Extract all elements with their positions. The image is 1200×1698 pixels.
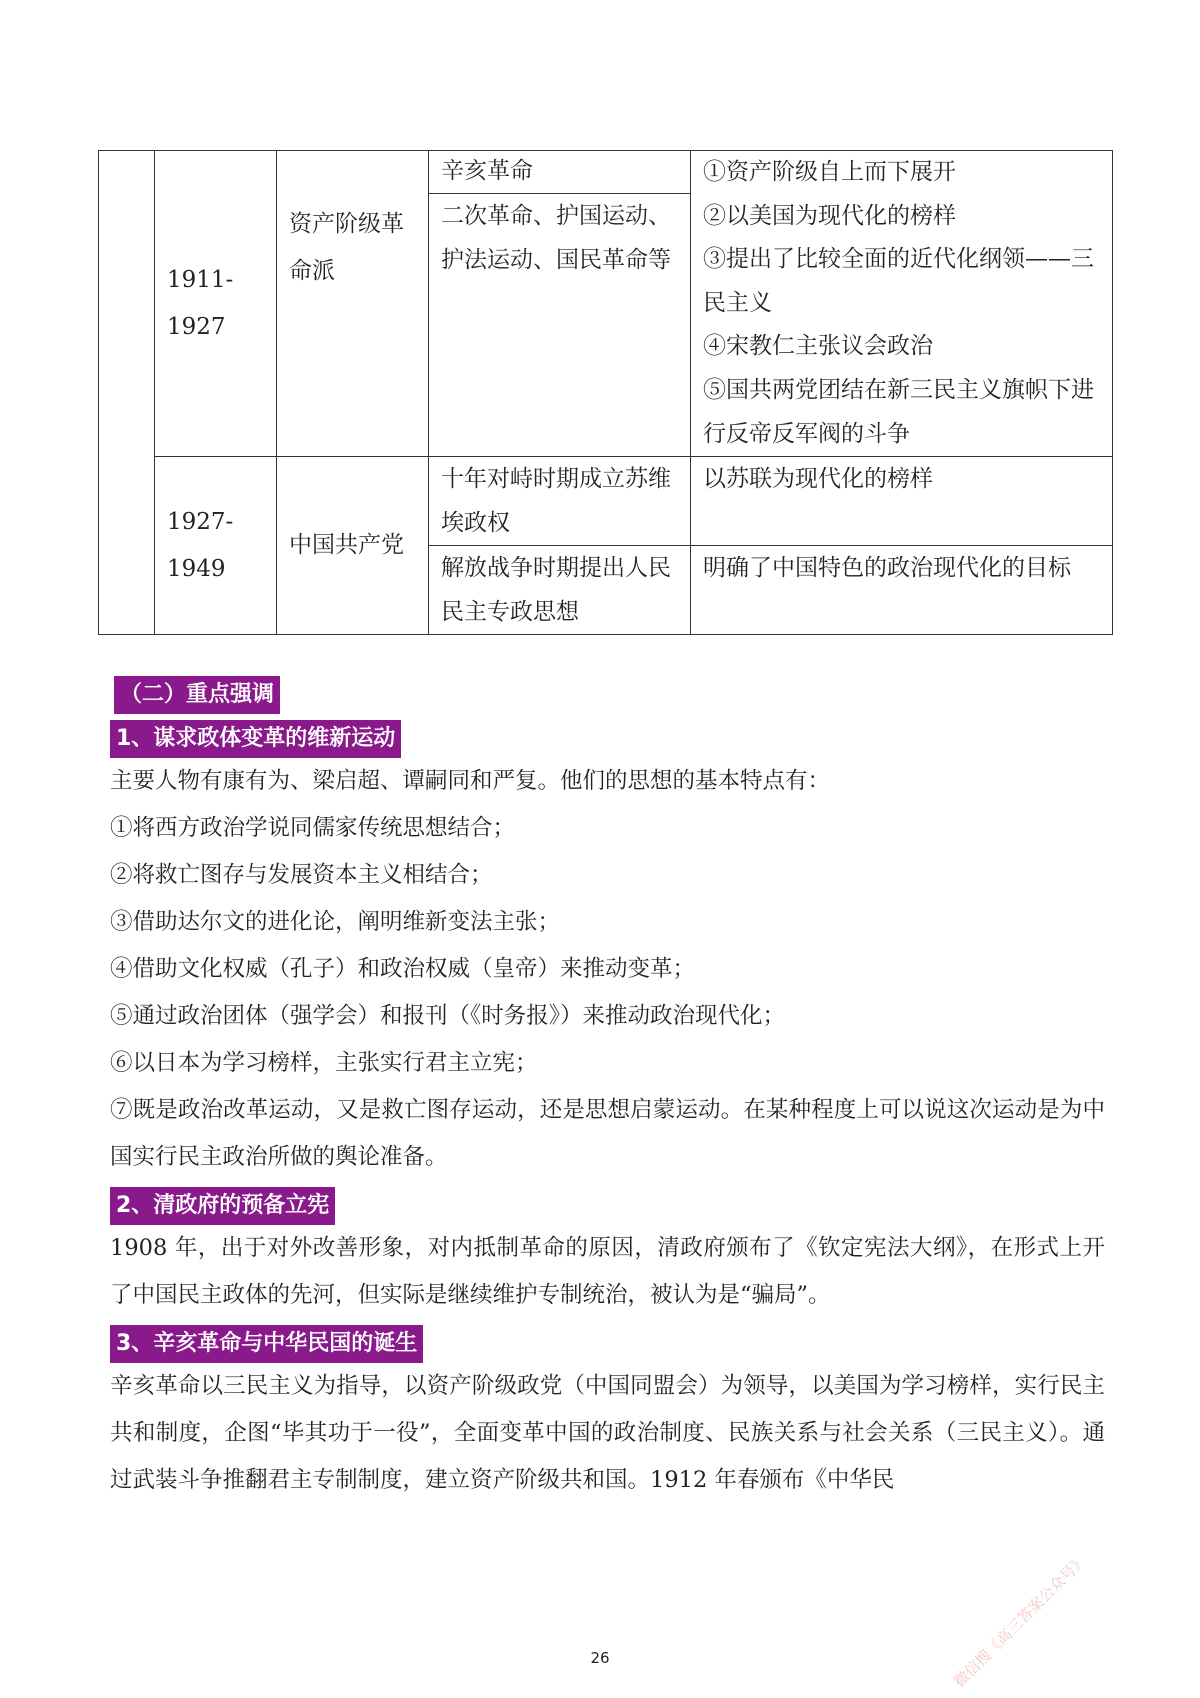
paragraph: ⑦既是政治改革运动，又是救亡图存运动，还是思想启蒙运动。在某种程度上可以说这次运动是为中国实行民主政治所做的舆论准备。 <box>110 1097 1105 1170</box>
event-cell: 十年对峙时期成立苏维埃政权 <box>429 457 691 546</box>
watermark-stamp: 微信搜《高三答案公众号》 <box>950 1550 1091 1691</box>
feature-point: ①资产阶级自上而下展开 <box>703 159 956 185</box>
paragraph: ④借助文化权威（孔子）和政治权威（皇帝）来推动变革； <box>110 956 696 982</box>
page-number: 26 <box>590 1649 610 1667</box>
feature-point: ③提出了比较全面的近代化纲领——三民主义 <box>703 246 1094 316</box>
feature-cell: 以苏联为现代化的榜样 <box>691 457 1113 546</box>
paragraph: ⑤通过政治团体（强学会）和报刊（《时务报》）来推动政治现代化； <box>110 1003 786 1029</box>
feature-point: ④宋教仁主张议会政治 <box>703 333 933 360</box>
paragraph: ②将救亡图存与发展资本主义相结合； <box>110 862 493 888</box>
paragraph: ①将西方政治学说同儒家传统思想结合； <box>110 815 516 841</box>
period-cell: 1911-1927 <box>155 151 277 457</box>
event-cell: 解放战争时期提出人民民主专政思想 <box>429 546 691 635</box>
section-heading: （二）重点强调 <box>114 676 280 714</box>
paragraph: ③借助达尔文的进化论，阐明维新变法主张； <box>110 909 561 935</box>
subsection-2 <box>110 1181 1105 1319</box>
subsection-3 <box>110 1319 1105 1504</box>
subsection-heading: 1、谋求政体变革的维新运动 <box>110 720 401 758</box>
event-cell: 二次革命、护国运动、护法运动、国民革命等 <box>429 194 691 457</box>
history-table <box>98 150 1113 635</box>
table-blank-cell <box>99 151 155 635</box>
paragraph: 辛亥革命以三民主义为指导，以资产阶级政党（中国同盟会）为领导，以美国为学习榜样，实行民主共和制度，企图“毕其功于一役”，全面变革中国的政治制度、民族关系与社会关系（三民主义）。通过武装斗争推翻君主专制制度，建立资产阶级共和国。1912 年春颁布《中华民 <box>110 1373 1105 1493</box>
period-cell: 1927-1949 <box>155 457 277 635</box>
paragraph: 主要人物有康有为、梁启超、谭嗣同和严复。他们的思想的基本特点有： <box>110 768 831 794</box>
paragraph: ⑥以日本为学习榜样，主张实行君主立宪； <box>110 1050 538 1076</box>
feature-point: ②以美国为现代化的榜样 <box>703 202 956 229</box>
feature-cell: 明确了中国特色的政治现代化的目标 <box>691 546 1113 635</box>
feature-point: ⑤国共两党团结在新三民主义旗帜下进行反帝反军阀的斗争 <box>703 376 1094 447</box>
actor-cell: 资产阶级革命派 <box>277 151 429 457</box>
paragraph: 1908 年，出于对外改善形象，对内抵制革命的原因，清政府颁布了《钦定宪法大纲》，在形式上开了中国民主政体的先河，但实际是继续维护专制统治，被认为是“骗局”。 <box>110 1235 1105 1308</box>
table-row <box>99 457 1113 546</box>
subsection-heading: 3、辛亥革命与中华民国的诞生 <box>110 1325 423 1363</box>
event-cell: 辛亥革命 <box>429 151 691 194</box>
table-row <box>99 151 1113 194</box>
main-content <box>110 676 1105 1504</box>
actor-cell: 中国共产党 <box>277 457 429 635</box>
subsection-heading: 2、清政府的预备立宪 <box>110 1187 335 1225</box>
feature-cell <box>691 151 1113 457</box>
subsection-1 <box>110 714 1105 1181</box>
